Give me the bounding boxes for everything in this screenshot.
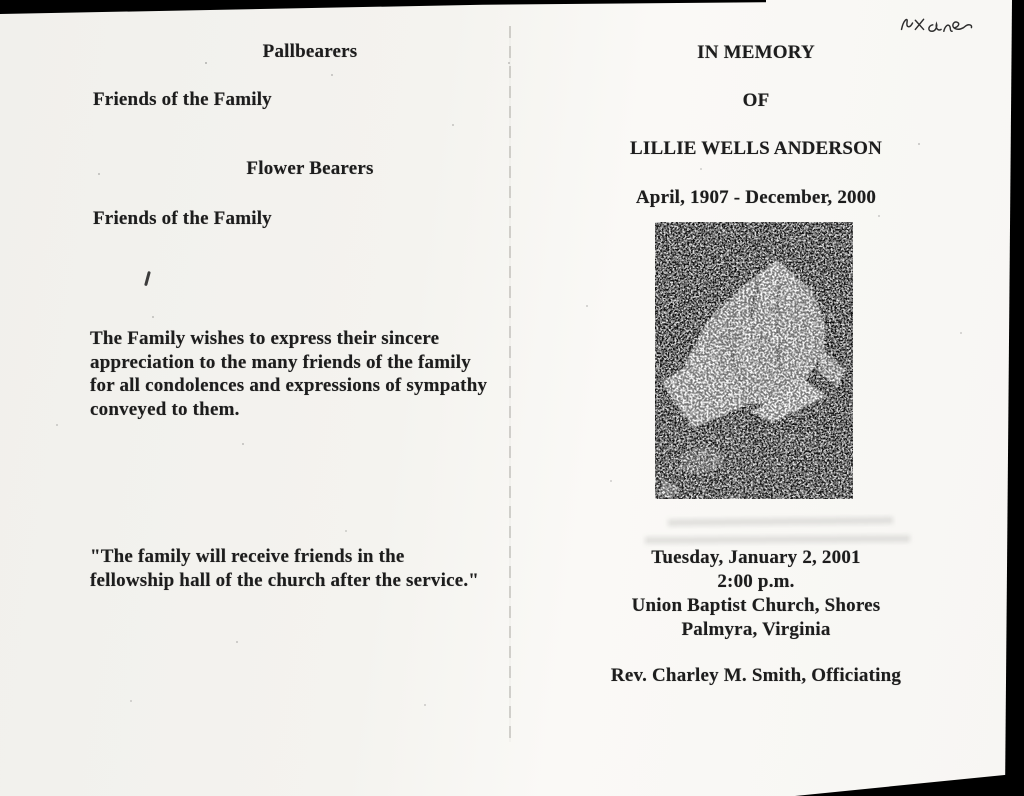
flower-bearers-names: Friends of the Family	[93, 208, 272, 229]
acknowledgement-line: for all condolences and expressions of sympathy	[90, 375, 488, 397]
stray-pen-mark	[144, 271, 150, 286]
in-memory-heading: IN MEMORY	[697, 42, 815, 63]
service-details	[540, 546, 972, 642]
scan-edge-top	[0, 0, 766, 14]
flower-bearers-heading: Flower Bearers	[246, 158, 374, 179]
pallbearers-heading: Pallbearers	[262, 41, 358, 62]
handwritten-note	[896, 6, 988, 40]
acknowledgement-line: appreciation to the many friends of the family	[90, 351, 471, 373]
reception-note	[90, 545, 535, 593]
rose-photo	[655, 222, 853, 499]
acknowledgement-line: conveyed to them.	[90, 398, 240, 420]
deceased-name: LILLIE WELLS ANDERSON	[630, 138, 882, 159]
officiant-line: Rev. Charley M. Smith, Officiating	[610, 665, 902, 686]
scan-edge-right	[1004, 0, 1024, 796]
of-heading: OF	[742, 90, 770, 111]
scan-edge-bottom-right	[795, 773, 1024, 796]
ink-bleed-smudge	[645, 535, 910, 544]
life-dates: April, 1907 - December, 2000	[635, 187, 877, 208]
ink-bleed-smudge	[668, 517, 893, 526]
service-date-line: Tuesday, January 2, 2001	[651, 547, 861, 568]
acknowledgement-text	[90, 327, 535, 421]
pallbearers-names: Friends of the Family	[93, 89, 272, 110]
handwriting-stroke	[902, 19, 972, 31]
service-city-line: Palmyra, Virginia	[681, 619, 831, 640]
service-church-line: Union Baptist Church, Shores	[631, 595, 881, 616]
reception-note-line: fellowship hall of the church after the service."	[90, 570, 480, 591]
service-time-line: 2:00 p.m.	[717, 571, 795, 592]
acknowledgement-line: The Family wishes to express their sincere	[90, 328, 440, 349]
reception-note-line: "The family will receive friends in the	[90, 546, 405, 567]
